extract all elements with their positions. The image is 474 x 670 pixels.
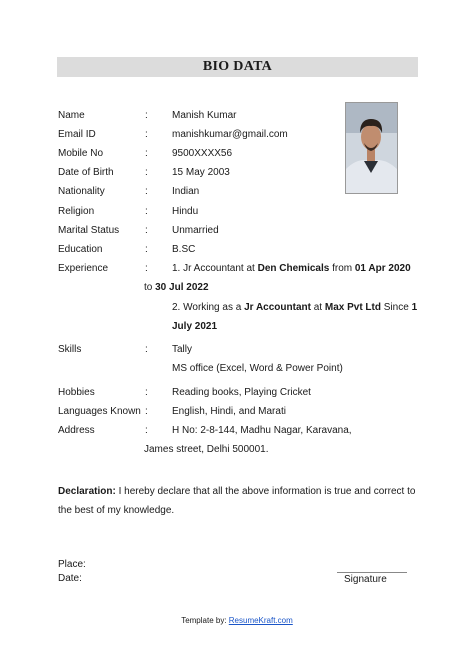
colon: :	[145, 387, 148, 398]
experience-item-2: 2. Working as a Jr Accountant at Max Pvt Ltd Since 1	[172, 302, 418, 313]
colon: :	[145, 206, 148, 217]
row-email	[0, 128, 474, 142]
row-nationality	[0, 185, 474, 199]
colon: :	[145, 244, 148, 255]
colon: :	[145, 406, 148, 417]
dob-value: 15 May 2003	[172, 167, 230, 178]
row-mobile	[0, 147, 474, 161]
mobile-label: Mobile No	[58, 148, 104, 159]
experience-item-2-end: July 2021	[172, 321, 218, 332]
languages-label: Languages Known	[58, 406, 141, 417]
address-line-2: James street, Delhi 500001.	[144, 444, 269, 455]
declaration-heading: Declaration:	[58, 486, 116, 497]
name-value: Manish Kumar	[172, 110, 237, 121]
name-label: Name	[58, 110, 85, 121]
religion-value: Hindu	[172, 206, 199, 217]
education-label: Education	[58, 244, 103, 255]
marital-value: Unmarried	[172, 225, 219, 236]
colon: :	[145, 263, 148, 274]
signature-label: Signature	[344, 574, 387, 585]
colon: :	[145, 225, 148, 236]
colon: :	[145, 425, 148, 436]
row-marital	[0, 224, 474, 238]
row-skills	[0, 343, 474, 357]
row-address	[0, 424, 474, 438]
experience-item-1-end: to 30 Jul 2022	[144, 282, 209, 293]
row-dob	[0, 166, 474, 180]
mobile-value: 9500XXXX56	[172, 148, 233, 159]
footer-link[interactable]: ResumeKraft.com	[228, 616, 293, 625]
colon: :	[145, 167, 148, 178]
experience-label: Experience	[58, 263, 109, 274]
date-label: Date:	[58, 573, 82, 584]
page-title: BIO DATA	[202, 59, 273, 74]
footer	[0, 615, 474, 627]
experience-item-1: 1. Jr Accountant at Den Chemicals from 01 Apr 2020	[172, 263, 411, 274]
colon: :	[145, 186, 148, 197]
row-education	[0, 243, 474, 257]
row-experience-2-cont	[0, 320, 474, 334]
address-label: Address	[58, 425, 95, 436]
email-value: manishkumar@gmail.com	[172, 129, 288, 140]
row-experience	[0, 262, 474, 276]
dob-label: Date of Birth	[58, 167, 114, 178]
declaration-text: I hereby declare that all the above information is true and correct to the best of my knowledge.	[58, 486, 416, 516]
title-bar	[57, 57, 418, 77]
row-name	[0, 109, 474, 123]
nationality-value: Indian	[172, 186, 200, 197]
place-label: Place:	[58, 559, 86, 570]
nationality-label: Nationality	[58, 186, 105, 197]
row-hobbies	[0, 386, 474, 400]
row-address-2	[0, 443, 474, 457]
hobbies-value: Reading books, Playing Cricket	[172, 387, 311, 398]
address-line-1: H No: 2-8-144, Madhu Nagar, Karavana,	[172, 425, 352, 436]
colon: :	[145, 129, 148, 140]
skills-label: Skills	[58, 344, 82, 355]
languages-value: English, Hindi, and Marati	[172, 406, 286, 417]
marital-label: Marital Status	[58, 225, 120, 236]
email-label: Email ID	[58, 129, 96, 140]
footer-prefix: Template by:	[181, 616, 229, 625]
skills-value-2: MS office (Excel, Word & Power Point)	[172, 363, 343, 374]
hobbies-label: Hobbies	[58, 387, 95, 398]
colon: :	[145, 148, 148, 159]
declaration	[58, 482, 420, 520]
education-value: B.SC	[172, 244, 196, 255]
skills-value-1: Tally	[172, 344, 193, 355]
row-experience-cont	[0, 281, 474, 295]
row-skills-2	[0, 362, 474, 376]
religion-label: Religion	[58, 206, 95, 217]
colon: :	[145, 344, 148, 355]
row-experience-2	[0, 301, 474, 315]
colon: :	[145, 110, 148, 121]
row-religion	[0, 205, 474, 219]
row-languages	[0, 405, 474, 419]
